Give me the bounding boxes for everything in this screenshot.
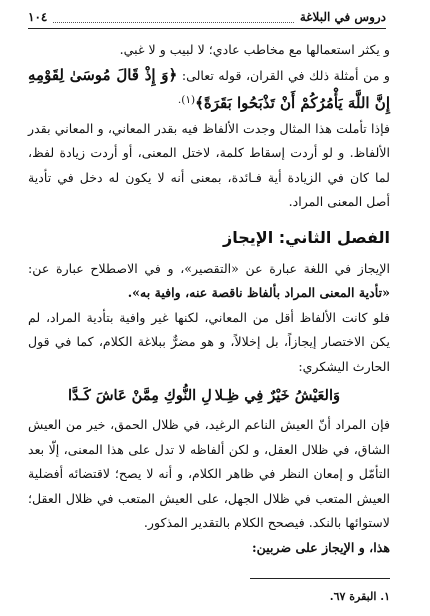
paragraph-6: فإن المراد أنّ العيش الناعم الرغيد، في ظلال الحمق، خير من العيش الشاق، في ظلال العقل، و لكن ألفاظه لا تدل على هذا المعنى، إلّا بعد التأمّل و إمعان النظر في ظاهر الكلام، و أنه لا يصح؛ لاقتضائه أفضلية العيش المتعب في ظلال الجهل، على العيش المتعب في ظلال العقل؛ لاستوائها بالنكد. فيصحح الكلام بالتقدير المذكور. [28,417,390,531]
footnote-divider [250,578,390,579]
page-body [28,38,390,560]
header-dots [53,12,294,23]
quran-intro: و من أمثلة ذلك في القران، قوله تعالى: [177,67,390,83]
paragraph-4 [28,257,390,306]
paragraph-3: فإذا تأملت هذا المثال وجدت الألفاظ فيه بقدر المعاني، و المعاني بقدر الألفاظ. و لو أردت إسقاط كلمة، لاختل المعنى، أو أردت زيادة لفظ، لما كان في الزيادة أية فـائدة، بمعنى أنه لا يكون له دخل في تأدية أصل المعنى المراد. [28,120,390,210]
definition-intro: الإيجاز في اللغة عبارة عن «التقصير»، و في الاصطلاح عبارة عن: [28,260,390,276]
paragraph-2 [28,63,390,117]
definition-text: «تأدية المعنى المراد بألفاظ ناقصة عنه، وافية به». [127,285,390,301]
footnote: ١. البقرة ٦٧. [329,590,390,603]
paragraph-5: فلو كانت الألفاظ أقل من المعاني، لكنها غير وافية بتأدية المراد، لم يكن الاختصار إيجازاً، بل إخلالاً، و هو مضرٌّ ببلاغة الكلام، كما في قول الحارث اليشكري: [28,309,390,374]
book-title: دروس في البلاغة [299,10,386,24]
section-heading: الفصل الثاني: الإيجاز [223,227,390,247]
poem-first-hemistich: وَالعَيْشُ خَيْرٌ فِي ظِـلا [214,387,340,405]
poem-verse [28,379,390,413]
page-number: ١٠٤ [28,10,48,24]
page-header [28,6,386,29]
paragraph-1: و يكثر استعمالها مع مخاطب عادي؛ لا لبيب و لا غبي. [119,42,390,57]
poem-second-hemistich: لِ النُّوكِ مِمَّنْ عَاشَ كَـدَّا [68,387,212,405]
quran-verse: ﴿وَ إِذْ قَالَ مُوسَىٰ لِقَوْمِهِ إِنَّ اللَّهَ يَأْمُرُكُمْ أَنْ تَذْبَحُوا بَقَرَةً﴾ [28,65,390,113]
footnote-marker: (١). [177,94,196,106]
paragraph-7: هذا، و الإيجاز على ضربين: [251,539,390,555]
